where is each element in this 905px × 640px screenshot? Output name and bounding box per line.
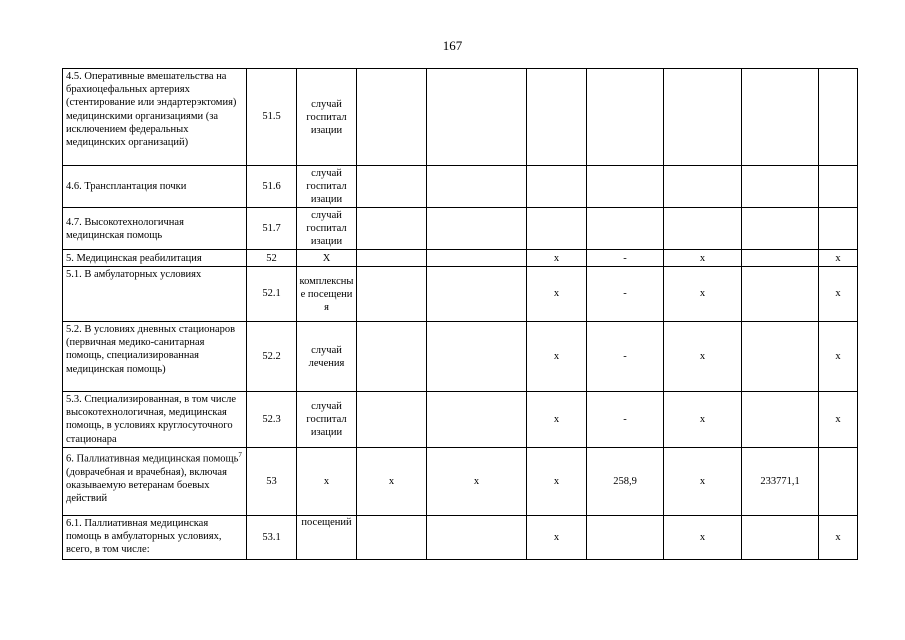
cell	[427, 208, 527, 250]
cell	[819, 69, 858, 166]
cell	[742, 166, 819, 208]
row-code: 51.7	[247, 208, 297, 250]
row-name: 4.7. Высокотехнологичная медицинская помощь	[63, 208, 247, 250]
cell	[819, 448, 858, 516]
cell: х	[357, 448, 427, 516]
cell: -	[587, 267, 664, 322]
cell	[664, 69, 742, 166]
cell	[357, 208, 427, 250]
cell	[357, 392, 427, 448]
row-code: 53.1	[247, 516, 297, 560]
row-unit: случай госпитал изации	[297, 208, 357, 250]
cell	[427, 322, 527, 392]
cell	[587, 208, 664, 250]
cell: х	[527, 267, 587, 322]
cell: х	[664, 322, 742, 392]
cell	[527, 208, 587, 250]
row-code: 52.1	[247, 267, 297, 322]
row-code: 51.5	[247, 69, 297, 166]
cell	[742, 392, 819, 448]
cell: х	[819, 322, 858, 392]
row-name: 4.6. Трансплантация почки	[63, 166, 247, 208]
row-name-text: 6. Паллиативная медицинская помощь	[66, 453, 239, 465]
table-row	[63, 267, 858, 322]
cell: -	[587, 392, 664, 448]
cell	[357, 69, 427, 166]
cell	[742, 208, 819, 250]
table-row	[63, 208, 858, 250]
row-unit: случай лечения	[297, 322, 357, 392]
cell	[427, 392, 527, 448]
cell: х	[664, 448, 742, 516]
cell	[742, 69, 819, 166]
cell	[664, 166, 742, 208]
cell	[357, 267, 427, 322]
cell	[357, 516, 427, 560]
cell	[742, 267, 819, 322]
cell: 258,9	[587, 448, 664, 516]
table-row	[63, 166, 858, 208]
cell	[427, 69, 527, 166]
cell	[527, 69, 587, 166]
row-code: 51.6	[247, 166, 297, 208]
table-row	[63, 69, 858, 166]
cell	[742, 322, 819, 392]
row-code: 52.2	[247, 322, 297, 392]
cell: х	[527, 448, 587, 516]
cell	[427, 516, 527, 560]
cell: х	[664, 516, 742, 560]
cell: х	[819, 250, 858, 267]
row-unit: X	[297, 250, 357, 267]
row-unit: х	[297, 448, 357, 516]
row-name: 5. Медицинская реабилитация	[63, 250, 247, 267]
cell: х	[819, 267, 858, 322]
cell	[357, 166, 427, 208]
row-unit: случай госпитал изации	[297, 69, 357, 166]
cell	[819, 166, 858, 208]
cell: х	[527, 322, 587, 392]
table-row	[63, 322, 858, 392]
row-name: 4.5. Оперативные вмешательства на брахиоцефальных артериях (стентирование или эндартерэктомия) медицинскими организациями (за исключением федеральных медицинских организаций)	[63, 69, 247, 166]
cell: х	[664, 392, 742, 448]
cell	[587, 69, 664, 166]
cell: х	[664, 250, 742, 267]
cell	[527, 166, 587, 208]
row-unit: комплексные посещения	[297, 267, 357, 322]
cell	[427, 166, 527, 208]
cell: х	[527, 516, 587, 560]
table-row	[63, 448, 858, 516]
row-name: 5.2. В условиях дневных стационаров (первичная медико-санитарная помощь, специализированная медицинская помощь)	[63, 322, 247, 392]
cell: х	[819, 392, 858, 448]
row-unit: случай госпитал изации	[297, 166, 357, 208]
row-unit: случай госпитал изации	[297, 392, 357, 448]
cell	[664, 208, 742, 250]
cell: х	[527, 392, 587, 448]
data-table	[62, 68, 858, 560]
cell: х	[527, 250, 587, 267]
cell: -	[587, 250, 664, 267]
cell	[357, 322, 427, 392]
cell: х	[427, 448, 527, 516]
cell: х	[664, 267, 742, 322]
row-code: 53	[247, 448, 297, 516]
row-code: 52	[247, 250, 297, 267]
cell	[587, 166, 664, 208]
cell: 233771,1	[742, 448, 819, 516]
cell	[357, 250, 427, 267]
page-number: 167	[442, 38, 463, 53]
row-name: 5.3. Специализированная, в том числе высокотехнологичная, медицинская помощь, в условиях круглосуточного стационара	[63, 392, 247, 448]
table-row	[63, 250, 858, 267]
table-row	[63, 516, 858, 560]
cell: х	[819, 516, 858, 560]
cell: -	[587, 322, 664, 392]
cell	[742, 250, 819, 267]
cell	[587, 516, 664, 560]
row-unit: посещений	[297, 516, 357, 560]
cell	[742, 516, 819, 560]
row-name	[63, 448, 247, 516]
cell	[427, 267, 527, 322]
row-name: 5.1. В амбулаторных условиях	[63, 267, 247, 322]
row-name: 6.1. Паллиативная медицинская помощь в амбулаторных условиях, всего, в том числе:	[63, 516, 247, 560]
cell	[427, 250, 527, 267]
cell	[819, 208, 858, 250]
row-name-text: (доврачебная и врачебная), включая оказываемую ветеранам боевых действий	[66, 466, 227, 505]
footnote-mark: 7	[238, 451, 242, 459]
row-code: 52.3	[247, 392, 297, 448]
table-row	[63, 392, 858, 448]
